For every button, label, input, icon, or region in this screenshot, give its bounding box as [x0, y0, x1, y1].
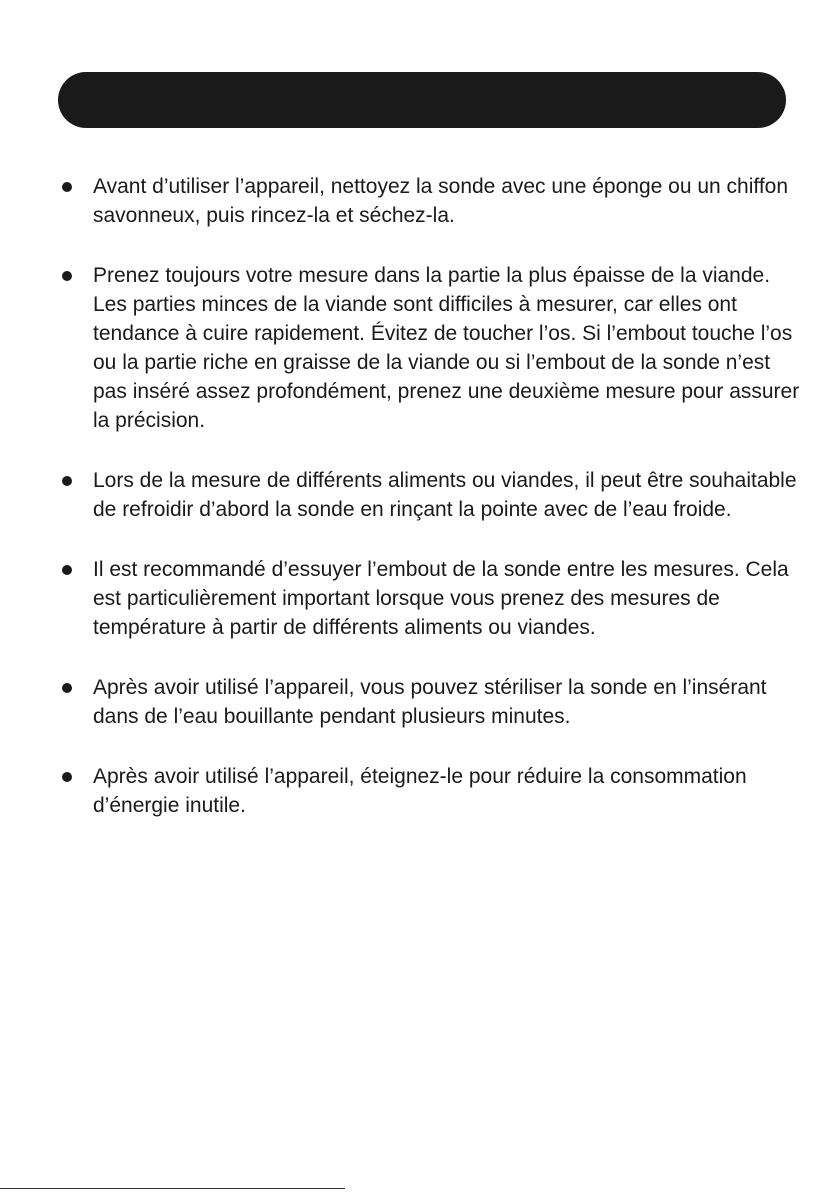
list-item — [0, 261, 840, 435]
tip-text: Prenez toujours votre mesure dans la partie la plus épaisse de la viande. Les parties minces de la viande sont difficiles à mesurer, car elles ont tendance à cuire rapidement. Évitez de toucher l’os. Si l’embout touche l’os ou la partie riche en graisse de la viande ou si l’embout de la sonde n’est pas inséré assez profondément, prenez une deuxième mesure pour assurer la précision. — [93, 264, 800, 432]
section-title-bar — [58, 72, 786, 128]
bullet-icon — [62, 772, 72, 782]
tip-text: Lors de la mesure de différents aliments ou viandes, il peut être souhaitable de refroidir d’abord la sonde en rinçant la pointe avec de l’eau froide. — [93, 469, 797, 521]
bullet-icon — [62, 182, 72, 192]
tip-text: Après avoir utilisé l’appareil, éteignez-le pour réduire la consommation d’énergie inutile. — [93, 765, 747, 817]
tip-text: Après avoir utilisé l’appareil, vous pouvez stériliser la sonde en l’insérant dans de l’eau bouillante pendant plusieurs minutes. — [93, 676, 767, 728]
bullet-icon — [62, 565, 72, 575]
list-item — [0, 762, 840, 820]
list-item — [0, 555, 840, 642]
list-item — [0, 673, 840, 731]
list-item — [0, 466, 840, 524]
footer-divider — [0, 1188, 345, 1189]
tips-list — [0, 172, 840, 851]
tip-text: Avant d’utiliser l’appareil, nettoyez la sonde avec une éponge ou un chiffon savonneux, puis rincez-la et séchez-la. — [93, 175, 789, 227]
bullet-icon — [62, 476, 72, 486]
bullet-icon — [62, 683, 72, 693]
tip-text: Il est recommandé d’essuyer l’embout de la sonde entre les mesures. Cela est particulièrement important lorsque vous prenez des mesures de température à partir de différents aliments ou viandes. — [93, 558, 789, 639]
bullet-icon — [62, 271, 72, 281]
list-item — [0, 172, 840, 230]
